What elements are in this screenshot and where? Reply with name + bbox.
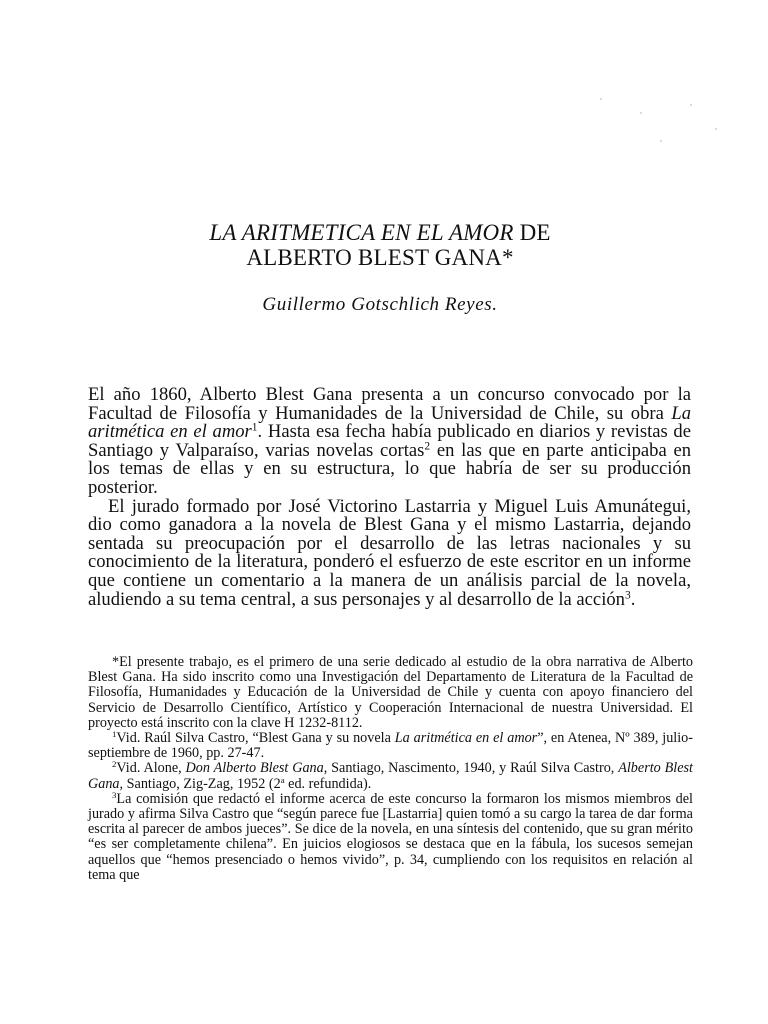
- paragraph-1: [88, 386, 691, 498]
- scan-speck: [640, 112, 642, 114]
- article-title-line-2: ALBERTO BLEST GANA*: [246, 245, 514, 270]
- footnotes: [88, 655, 693, 883]
- footnote-1: [88, 731, 693, 761]
- footnote-marker: 1: [112, 729, 117, 740]
- footnote-text: La comisión que redactó el informe acerca de este concurso la formaron los mismos miembros del jurado y afirma Silva Castro que “según parece fue [Lastarria] quien tomó a su cargo la tarea de dar forma escrita al parecer de ambos jueces”. Se dice de la novela, en una síntesis del contenido, que su gran mérito “es ser completamente chilena”. En juicios elogiosos se destaca que en la fábula, los sucesos semejan aquellos que “hemos presenciado o hemos vivido”, p. 34, cumpliendo con los requisitos en relación al tema que: [88, 790, 693, 883]
- title-connector: DE: [513, 220, 551, 245]
- footnote-star: *El presente trabajo, es el primero de una serie dedicado al estudio de la obra narrativa de Alberto Blest Gana. Ha sido inscrito como una Investigación del Departamento de Literatura de la Facultad de Filosofía, Humanidades y Educación de la Universidad de Chile y cuenta con apoyo financiero del Servicio de Desarrollo Científico, Artístico y Cooperación Internacional de nuestra Universidad. El proyecto está inscrito con la clave H 1232-8112.: [88, 654, 693, 731]
- footnote-ref-2: 2: [424, 440, 431, 453]
- article-title-line-1: [100, 220, 660, 245]
- work-title-inline: La aritmética en el amor: [394, 730, 538, 747]
- footnote-3: [88, 792, 693, 883]
- paragraph-text: .: [630, 588, 636, 610]
- scan-speck: [660, 140, 662, 142]
- footnote-ref-3: 3: [624, 589, 631, 602]
- work-title-inline: La aritmética en el amor: [88, 402, 691, 443]
- footnote-text: , Santiago, Nascimento, 1940, y Raúl Silva Castro,: [323, 760, 619, 777]
- footnote-marker: 2: [112, 759, 117, 770]
- paragraph-text: en las que en parte anticipaba en los temas de ellas y en su estructura, lo que habría de ser su producción posterior.: [88, 439, 691, 498]
- paragraph-2: [88, 495, 691, 610]
- footnote-marker: 3: [112, 790, 117, 800]
- body-text: [88, 386, 691, 609]
- footnote-text: Vid. Alone,: [116, 760, 186, 777]
- paragraph-text: El jurado formado por José Victorino Lastarria y Miguel Luis Amunátegui, dio como ganadora a la novela de Blest Gana y el mismo Lastarria, dejando sentada su preocupación por el desarrollo de las letras nacionales y su conocimiento de la literatura, ponderó el esfuerzo de este escritor en un informe que contiene un comentario a la manera de un análisis parcial de la novela, aludiendo a su tema central, a sus personajes y al desarrollo de la acción: [88, 495, 691, 610]
- paragraph-text: El año 1860, Alberto Blest Gana presenta a un concurso convocado por la Facultad de Filosofía y Humanidades de la Universidad de Chile, su obra: [88, 384, 691, 424]
- work-title-inline: Don Alberto Blest Gana: [185, 760, 324, 777]
- author-name: Guillermo Gotschlich Reyes.: [262, 294, 498, 315]
- footnote-text: , Santiago, Zig-Zag, 1952 (2: [119, 775, 281, 792]
- footnote-text: ”, en Atenea, Nº 389, julio-septiembre de 1960, pp. 27-47.: [88, 730, 693, 762]
- paragraph-text: . Hasta esa fecha había publicado en diarios y revistas de Santiago y Valparaíso, varias novelas cortas: [88, 421, 691, 461]
- footnote-text: Vid. Raúl Silva Castro, “Blest Gana y su novela: [116, 730, 395, 747]
- footnote-ref-1: 1: [251, 421, 258, 434]
- work-title: LA ARITMETICA EN EL AMOR: [209, 220, 514, 245]
- scan-speck: [600, 98, 602, 100]
- scan-speck: [690, 104, 692, 106]
- ordinal-marker: a: [280, 774, 285, 785]
- footnote-text: ed. refundida).: [284, 775, 372, 792]
- work-title-inline: Alberto Blest Gana: [88, 760, 693, 792]
- scan-speck: [715, 128, 717, 130]
- footnote-2: [88, 761, 693, 791]
